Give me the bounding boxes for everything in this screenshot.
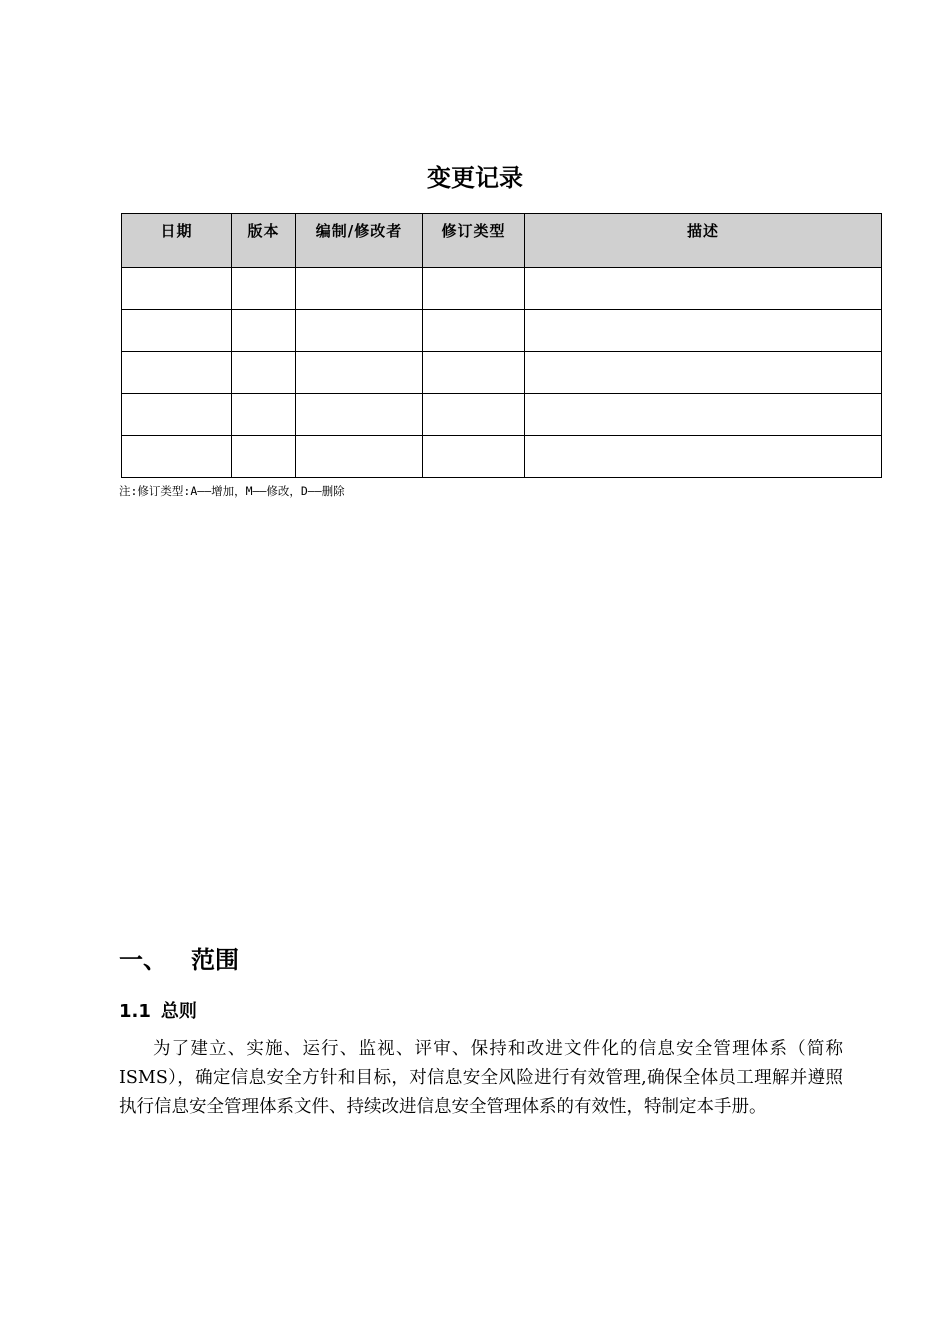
table-header-row — [122, 214, 882, 268]
column-header-revision-type: 修订类型 — [423, 214, 525, 268]
table-cell — [525, 436, 882, 478]
table-cell — [525, 394, 882, 436]
table-cell — [423, 268, 525, 310]
page-title: 变更记录 — [427, 164, 523, 192]
table-cell — [423, 394, 525, 436]
table-cell — [122, 394, 232, 436]
table-row — [122, 394, 882, 436]
table-cell — [296, 394, 423, 436]
subsection-title: 总则 — [160, 1001, 197, 1022]
table-cell — [423, 436, 525, 478]
section-heading — [119, 942, 239, 978]
table-row — [122, 268, 882, 310]
column-header-editor: 编制/修改者 — [296, 214, 423, 268]
column-header-description: 描述 — [525, 214, 882, 268]
column-header-version: 版本 — [232, 214, 296, 268]
table-cell — [122, 310, 232, 352]
subsection-heading — [119, 998, 197, 1026]
subsection-number: 1.1 — [119, 1001, 151, 1022]
table-cell — [296, 352, 423, 394]
table-cell — [525, 268, 882, 310]
table-cell — [525, 310, 882, 352]
table-cell — [296, 268, 423, 310]
table-cell — [296, 436, 423, 478]
table-cell — [232, 268, 296, 310]
section-title: 范围 — [191, 946, 239, 974]
table-cell — [423, 352, 525, 394]
table-cell — [232, 436, 296, 478]
table-cell — [232, 310, 296, 352]
revision-type-note: 注:修订类型:A——增加，M——修改，D——删除 — [119, 484, 345, 498]
column-header-date: 日期 — [122, 214, 232, 268]
change-record-table — [121, 213, 882, 478]
table-row — [122, 352, 882, 394]
table-cell — [122, 352, 232, 394]
table-cell — [296, 310, 423, 352]
body-paragraph: 为了建立、实施、运行、监视、评审、保持和改进文件化的信息安全管理体系（简称ISMS），确定信息安全方针和目标，对信息安全风险进行有效管理,确保全体员工理解并遵照执行信息安全管理体系文件、持续改进信息安全管理体系的有效性，特制定本手册。 — [119, 1039, 843, 1117]
table-cell — [232, 394, 296, 436]
section-number: 一、 — [119, 946, 167, 974]
table-cell — [122, 268, 232, 310]
table-cell — [525, 352, 882, 394]
table-cell — [232, 352, 296, 394]
table-cell — [122, 436, 232, 478]
table-row — [122, 436, 882, 478]
table-cell — [423, 310, 525, 352]
table-row — [122, 310, 882, 352]
